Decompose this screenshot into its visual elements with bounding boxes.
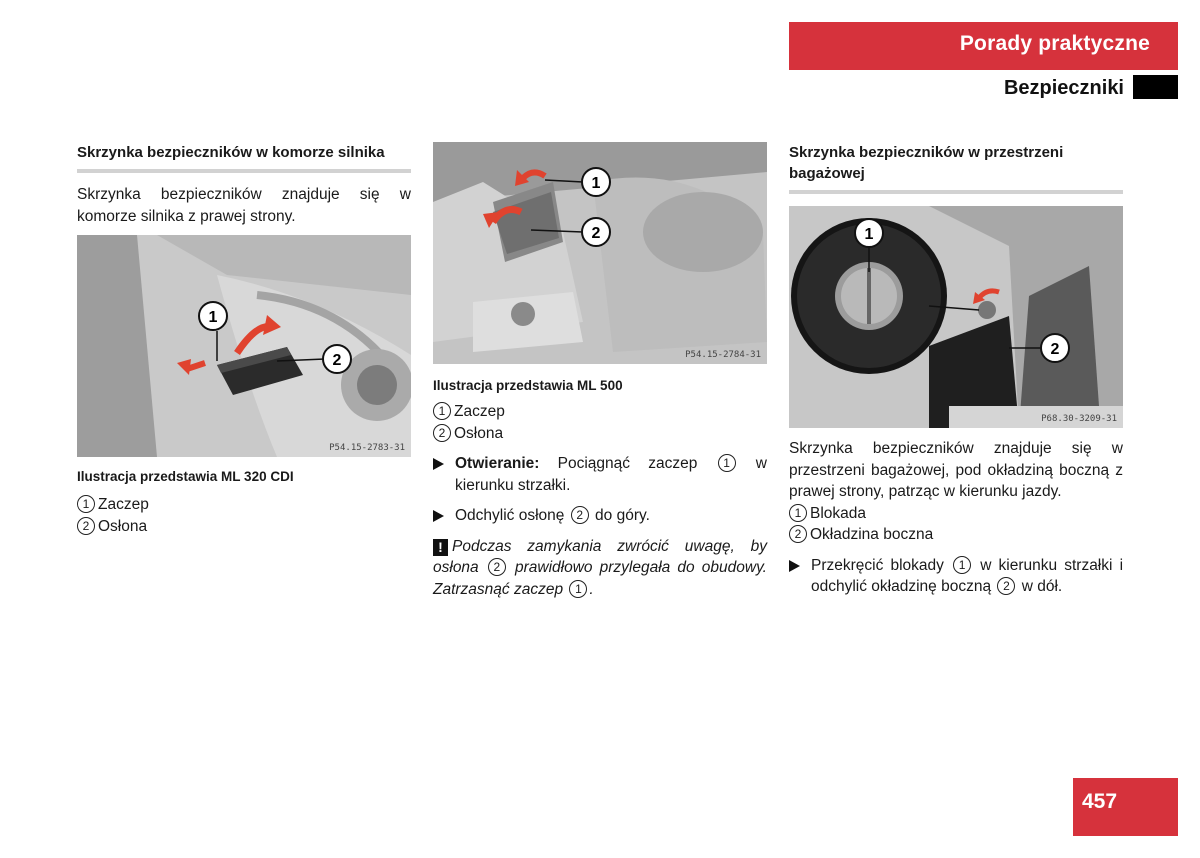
column-engine-fusebox [77, 142, 411, 537]
callout-1: 1 [433, 402, 451, 420]
trunk-photo [789, 206, 1123, 428]
step-lift-cover [433, 505, 767, 527]
warning-text: prawidłowo przylegała do obudowy. Zatrzasnąć zaczep [433, 559, 767, 598]
callout-1: 1 [569, 580, 587, 598]
column-trunk-fusebox [789, 142, 1123, 598]
callout-2: 2 [789, 525, 807, 543]
callout-2: 2 [77, 517, 95, 535]
engine-fusebox-text: Skrzynka bezpieczników znajduje się w komorze silnika z prawej strony. [77, 186, 411, 225]
engine-fusebox-heading: Skrzynka bezpieczników w komorze silnika [77, 142, 411, 173]
legend-label: Zaczep [98, 496, 149, 513]
step-arrow-icon [433, 510, 444, 522]
legend-item [433, 423, 767, 445]
legend-label: Blokada [810, 504, 867, 522]
section-marker [1133, 75, 1178, 99]
svg-text:1: 1 [864, 226, 874, 243]
step-text: Odchylić osłonę [455, 507, 565, 524]
engine-bay-photo-ml500 [433, 142, 767, 364]
step-open [433, 453, 767, 496]
step-arrow-icon [433, 458, 444, 470]
engine-bay-photo [77, 235, 411, 457]
legend-label: Osłona [454, 424, 504, 442]
page-number: 457 [1082, 790, 1118, 813]
callout-2: 2 [488, 558, 506, 576]
legend-label: Zaczep [454, 403, 505, 420]
legend-item [433, 401, 767, 423]
svg-text:2: 2 [1050, 341, 1060, 358]
page-number-box [1073, 778, 1178, 836]
callout-2: 2 [571, 506, 589, 524]
image-code: P54.15-2783-31 [329, 443, 405, 453]
legend-label: Osłona [98, 517, 148, 535]
chapter-banner [789, 22, 1178, 70]
image-code: P54.15-2784-31 [685, 350, 761, 360]
callout-1: 1 [953, 556, 971, 574]
step-text: w kierunku strzałki. [455, 455, 767, 494]
section-title: Bezpieczniki [1003, 77, 1124, 99]
step-text: Przekręcić blokady [811, 556, 944, 574]
callout-1: 1 [718, 454, 736, 472]
callout-2: 2 [997, 577, 1015, 595]
step-text: w dół. [1021, 578, 1063, 595]
trunk-fusebox-heading: Skrzynka bezpieczników w przestrzeni bagażowej [789, 142, 1123, 194]
step-text: w kierunku strzałki i odchylić okładzinę boczną [811, 556, 1124, 595]
column-ml500 [433, 142, 767, 600]
svg-text:1: 1 [591, 175, 601, 192]
step-keyword: Otwieranie: [455, 455, 540, 472]
step-text: Pociągnąć zaczep [557, 455, 698, 472]
legend-item [77, 516, 411, 538]
legend-label: Okładzina boczna [810, 526, 934, 543]
legend-item [789, 524, 1123, 546]
chapter-title: Porady praktyczne [959, 32, 1150, 55]
legend-item [789, 503, 1123, 525]
warning-note [433, 536, 767, 601]
image-code: P68.30-3209-31 [1041, 414, 1117, 424]
image-caption: Ilustracja przedstawia ML 500 [433, 378, 623, 393]
svg-text:2: 2 [591, 225, 601, 242]
svg-text:2: 2 [332, 352, 342, 369]
svg-text:1: 1 [208, 309, 218, 326]
callout-1: 1 [77, 495, 95, 513]
warning-text: Podczas zamykania zwrócić uwagę, by osłona [433, 537, 767, 576]
step-arrow-icon [789, 560, 800, 572]
step-text: do góry. [595, 507, 650, 524]
callout-1: 1 [789, 504, 807, 522]
trunk-fusebox-text: Skrzynka bezpieczników znajduje się w przestrzeni bagażowej, pod okładziną boczną z prawej strony, patrząc w kierunku jazdy. [789, 440, 1123, 500]
warning-icon: ! [433, 539, 448, 556]
callout-2: 2 [433, 424, 451, 442]
legend-item [77, 494, 411, 516]
warning-text: . [589, 580, 594, 598]
step-rotate-latches [789, 555, 1123, 598]
image-caption: Ilustracja przedstawia ML 320 CDI [77, 469, 294, 484]
